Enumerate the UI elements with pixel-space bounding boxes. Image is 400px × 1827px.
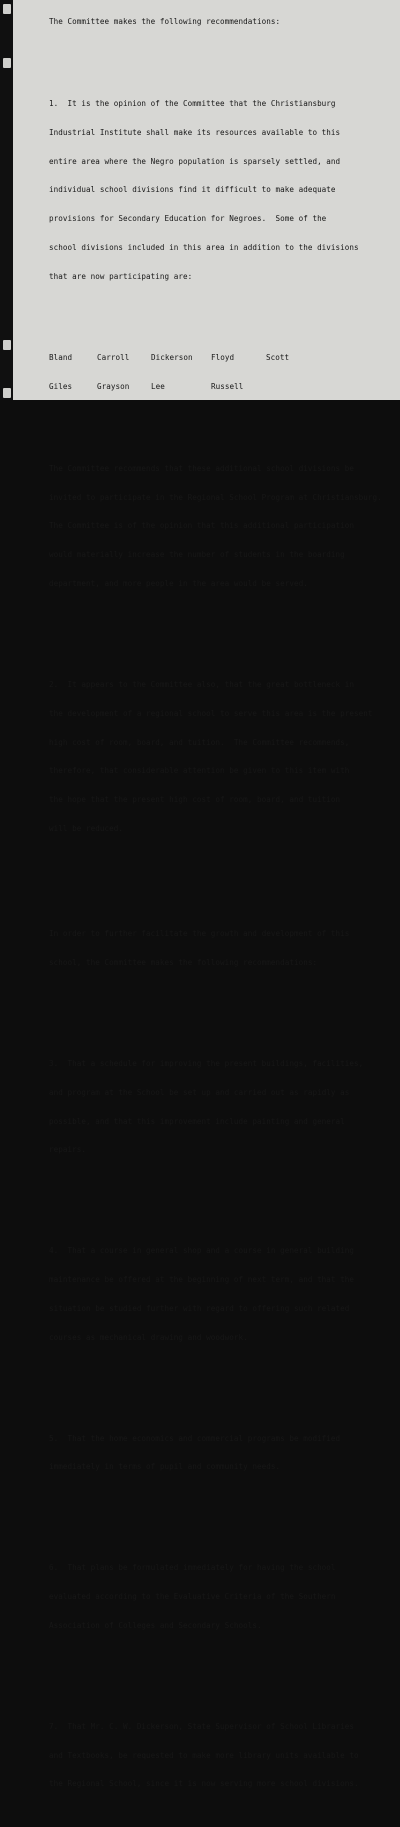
intro-line: The Committee makes the following recommendations: — [49, 17, 281, 27]
recommendation-2: 2. It appears to the Committee also, that the great bottleneck in the development of a regional school to serve this area is the present high cost of room, board, and tuition. The Committee recommends, therefore, that considerable attention be given to this item with the hope that the present high cost of room, board, and tuition will be reduced. — [49, 679, 373, 833]
binder-hole — [3, 388, 11, 398]
recommendation-4: 4. That a course in general shop and a course in general building maintenance be offered at the beginning of next term, and that the situation be studied further with regard to offering such related courses as mechanical drawing and woodwork. — [49, 1246, 355, 1342]
binder-hole — [3, 58, 11, 68]
recommendation-3: 3. That a schedule for improving the present buildings, facilities, and program at the School be set up and carried out as rapidly as possible, and that this improvement include painting and general repairs. — [49, 1059, 364, 1155]
paragraph-invitation: The Committee recommends that these additional school divisions be invited to participate in the Regional School Program at Christiansburg. The Committee is of the opinion that this additional participation would materially increase the number of students in the boarding department, and more people in the area would be served. — [49, 463, 382, 589]
recommendation-6: 6. That plans be formulated immediately for having the school evaluated according to the Evaluative Criteria of the Southern Association of Colleges and Secondary Schools. — [49, 1563, 336, 1630]
binder-edge — [0, 0, 13, 400]
recommendation-1: 1. It is the opinion of the Committee that the Christiansburg Industrial Institute shall make its resources available to this entire area where the Negro population is sparsely settled, and individual school divisions find it difficult to make adequate provisions for Secondary Education for Negroes. Some of the school divisions included in this area in addition to the divisions that are now participating are: — [49, 98, 359, 281]
typed-page — [13, 0, 400, 1789]
recommendation-5: 5. That the home economics and commercial programs be modified immediately in terms of pupil and community needs. — [49, 1433, 341, 1472]
binder-hole — [3, 340, 11, 350]
divisions-row: Bland Carroll Dickerson Floyd Scott — [49, 353, 290, 363]
binder-hole — [3, 4, 11, 14]
paragraph-further: In order to further facilitate the growth and development of this school, the Committee makes the following recommendations: — [49, 929, 350, 968]
divisions-row: Giles Grayson Lee Russell — [49, 382, 244, 392]
document-body — [49, 0, 399, 1827]
recommendation-7: 7. That Mr. C. W. Dickerson, State Supervisor of School Libraries and Textbooks, be requested to make more library units available to the Regional School, since it is now serving more school divisions. — [49, 1721, 359, 1789]
